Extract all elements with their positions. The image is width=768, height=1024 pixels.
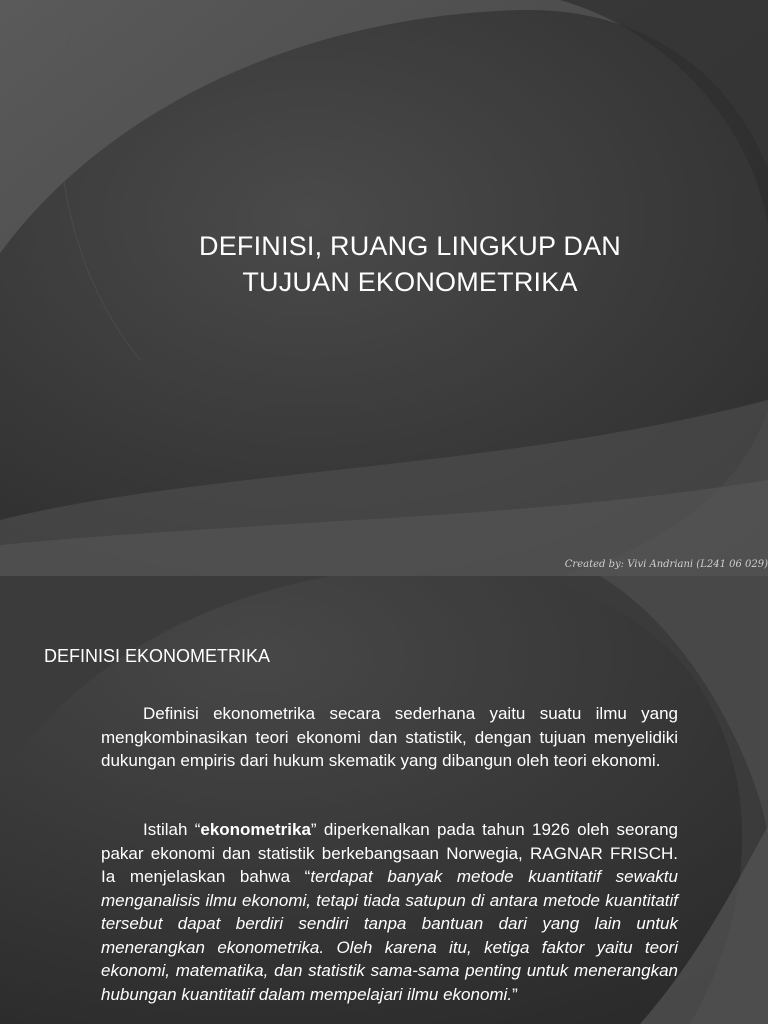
section-heading: DEFINISI EKONOMETRIKA: [44, 646, 271, 666]
frisch-quote: terdapat banyak metode kuantitatif sewaktu menganalisis ilmu ekonomi, tetapi tiada satupun di antara metode kuantitatif tersebut dapat berdiri sendiri tanpa bantuan dari yang lain untuk menerangkan ekonometrika. Oleh karena itu, ketiga faktor yaitu teori ekonomi, matematika, dan statistik sama-sama penting untuk menerangkan hubungan kuantitatif dalam mempelajari ilmu ekonomi.: [101, 867, 678, 1004]
term-ekonometrika: ekonometrika: [200, 820, 311, 839]
paragraph-2-text-b: ” diperkenalkan pada tahun 1926 oleh seorang pakar ekonomi dan statistik berkebangsaan Norwegia, RAGNAR FRISCH. Ia menjelaskan bahwa “: [101, 820, 678, 886]
author-credit: Created by: Vivi Andriani (L241 06 029): [564, 559, 768, 570]
title-line-1: DEFINISI, RUANG LINGKUP DAN: [199, 231, 621, 261]
paragraph-1-text: Definisi ekonometrika secara sederhana yaitu suatu ilmu yang mengkombinasikan teori ekonomi dan statistik, dengan tujuan menyelidiki dukungan empiris dari hukum skematik yang dibangun oleh teori ekonomi.: [101, 704, 678, 770]
definition-slide: [0, 576, 768, 1024]
paragraph-definition: [101, 702, 678, 773]
paragraph-2-text-a: Istilah “: [143, 820, 201, 839]
slide-title: [120, 228, 700, 300]
paragraph-history: [101, 818, 678, 1006]
title-line-2: TUJUAN EKONOMETRIKA: [242, 267, 578, 297]
paragraph-2-text-c: ”: [512, 984, 518, 1004]
